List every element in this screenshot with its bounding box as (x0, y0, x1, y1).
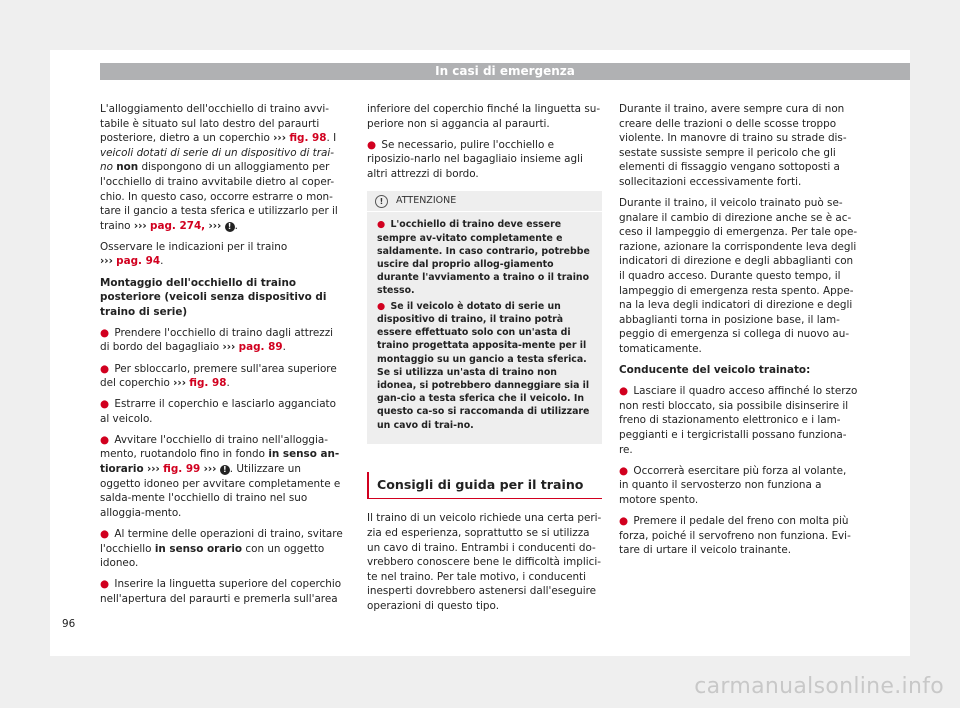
paragraph: Il traino di un veicolo richiede una certa peri-zia ed esperienza, soprattutto se si utilizza un cavo di traino. Entrambi i conducenti do-vrebbero conoscere bene le difficoltà implici-te nel traino. Per tale motivo, i conducenti inesperti dovrebbero astenersi dall'eseguire operazioni di questo tipo. (367, 512, 602, 612)
bullet-icon: ● (100, 362, 110, 375)
figure-link[interactable]: fig. 99 (163, 463, 201, 476)
warning-title: ATTENZIONE (396, 195, 457, 207)
page-link[interactable]: pag. 94 (116, 255, 161, 268)
list-item: ● Occorrerà esercitare più forza al volante, in quanto il servosterzo non funziona a motore spento. (619, 464, 847, 506)
warning-body (367, 212, 602, 431)
paragraph: Durante il traino, avere sempre cura di non creare delle trazioni o delle scosse troppo violente. In manovre di traino su strade dis-sestate sussiste sempre il pericolo che gli elementi di fissaggio vengano sottoposti a sollecitazioni eccessivamente forti. (619, 103, 847, 188)
page-number: 96 (62, 618, 76, 630)
subheading: Conducente del veicolo trainato: (619, 364, 811, 377)
bullet-icon: ● (100, 398, 110, 411)
section-title: Consigli di guida per il traino (367, 472, 602, 500)
list-item: ● Prendere l'occhiello di traino dagli attrezzi di bordo del bagagliaio ››› pag. 89. (100, 326, 334, 354)
column-right (619, 102, 859, 564)
warning-item: ● L'occhiello di traino deve essere sempre av-vitato completamente e saldamente. In caso contrario, potrebbe uscire dal proprio allog-giamento durante l'avviamento a traino o il traino stesso. (377, 219, 590, 297)
watermark: carmanualsonline.info (694, 674, 944, 699)
bullet-icon: ● (619, 464, 629, 477)
arrow-icon: ››› (203, 463, 217, 476)
list-item: ● Avvitare l'occhiello di traino nell'alloggia-mento, ruotandolo fino in fondo in senso an-tiorario ››› fig. 99 ››› ! . Utilizzare un oggetto idoneo per avvitare completamente e salda-mente l'occhiello di traino nel suo alloggia-mento. (100, 433, 341, 519)
bullet-icon: ● (367, 138, 377, 151)
bullet-icon: ● (100, 527, 110, 540)
column-left (100, 102, 343, 613)
page-link[interactable]: pag. 89 (238, 341, 283, 354)
paragraph: Osservare le indicazioni per il traino ››› pag. 94. (100, 240, 288, 268)
warning-header (367, 191, 602, 212)
bullet-icon: ● (100, 578, 110, 591)
list-item: ● Inserire la linguetta superiore del coperchio nell'apertura del paraurti e premerla sull'area (100, 578, 342, 605)
bullet-icon: ● (619, 514, 629, 527)
section-header-bar (100, 63, 910, 80)
list-item: ● Al termine delle operazioni di traino, svitare l'occhiello in senso orario con un oggetto idoneo. (100, 527, 343, 570)
subheading: Montaggio dell'occhiello di traino posteriore (veicoli senza dispositivo di traino di serie) (100, 276, 327, 318)
bullet-icon: ● (100, 433, 110, 446)
arrow-icon: ››› (222, 341, 236, 354)
arrow-icon: ››› (100, 255, 113, 268)
list-item: ● Lasciare il quadro acceso affinché lo sterzo non resti bloccato, sia possibile disinserire il freno di stazionamento elettronico e i lam-peggianti e i tergicristalli possano funziona-re. (619, 385, 858, 456)
paragraph: inferiore del coperchio finché la linguetta su-periore non si aggancia al paraurti. (367, 103, 601, 130)
bullet-icon: ● (100, 326, 110, 339)
arrow-icon: ››› (133, 219, 147, 232)
paragraph: Durante il traino, il veicolo trainato può se-gnalare il cambio di direzione anche se è ac-ceso il lampeggio di emergenza. Per tale ope-razione, azionare la corrispondente leva degli indicatori di direzione e degli abbaglianti con il quadro acceso. Durante questo tempo, il lampeggio di emergenza resta spento. Appe-na la leva degli indicatori di direzione e degli abbaglianti torna in posizione base, il lam-peggio di emergenza si collega di nuovo au-tomaticamente. (619, 197, 858, 355)
warning-item: ● Se il veicolo è dotato di serie un dispositivo di traino, il traino potrà essere effettuato solo con un'asta di traino progettata apposita-mente per il montaggio su un gancio a testa sferica. Se si utilizza un'asta di traino non idonea, si potrebbero danneggiare sia il gan-cio a testa sferica che il veicolo. In questo ca-so si raccomanda di utilizzare un cavo di trai-no. (377, 300, 590, 431)
bullet-icon: ● (377, 219, 386, 231)
arrow-icon: ››› (173, 377, 186, 390)
paragraph: L'alloggiamento dell'occhiello di traino avvi-tabile è situato sul lato destro del paraurti posteriore, dietro a un coperchio ››› fig. 98. I veicoli dotati di serie di un dispositivo di trai-no non dispongono di un alloggiamento per l'occhiello di traino avvitabile dietro al coper-chio. In questo caso, occorre estrarre o mon-tare il gancio a testa sferica e utilizzarlo per il traino ››› pag. 274, ››› ! . (100, 103, 338, 232)
list-item: ● Premere il pedale del freno con molta più forza, poiché il servofreno non funziona. Evi-tare di urtare il veicolo trainante. (619, 514, 851, 557)
bullet-icon: ● (377, 300, 386, 312)
list-item: ● Per sbloccarlo, premere sull'area superiore del coperchio ››› fig. 98. (100, 362, 337, 390)
list-item: ● Se necessario, pulire l'occhiello e riposizio-narlo nel bagagliaio insieme agli altri attrezzi di bordo. (367, 138, 583, 180)
page-link[interactable]: pag. 274, (150, 219, 206, 232)
column-middle (367, 102, 602, 620)
arrow-icon: ››› (208, 219, 222, 232)
warning-ref-icon: ! (220, 465, 230, 475)
bullet-icon: ● (619, 385, 629, 398)
manual-page (50, 50, 910, 656)
warning-box (367, 191, 602, 443)
arrow-icon: ››› (146, 463, 160, 476)
warning-icon: ! (375, 195, 388, 208)
arrow-icon: ››› (273, 132, 286, 145)
figure-link[interactable]: fig. 98 (189, 377, 227, 390)
warning-ref-icon: ! (225, 222, 235, 232)
section-header-title: In casi di emergenza (435, 64, 575, 78)
list-item: ● Estrarre il coperchio e lasciarlo agganciato al veicolo. (100, 398, 336, 425)
figure-link[interactable]: fig. 98 (289, 132, 327, 145)
